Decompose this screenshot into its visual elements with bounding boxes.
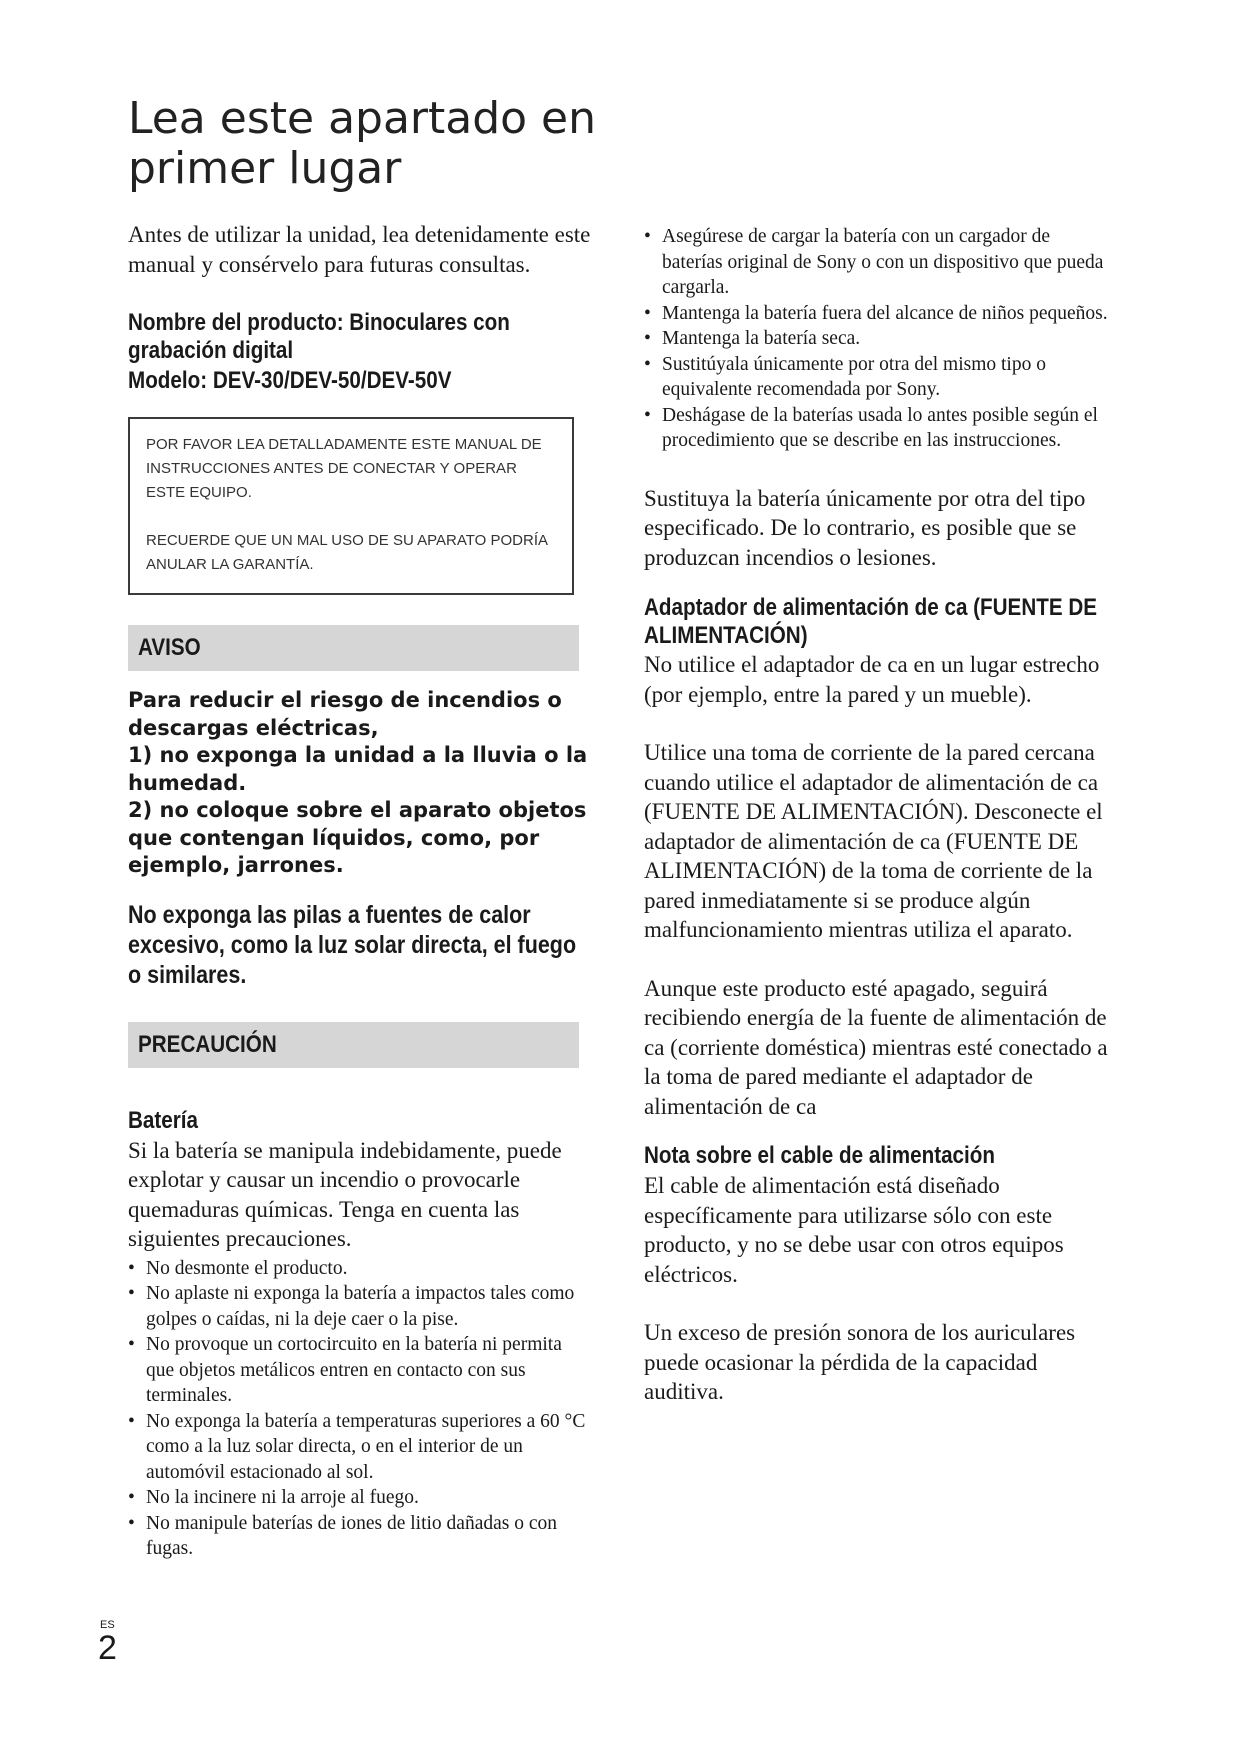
- list-item: • No exponga la batería a temperaturas superiores a 60 °C como a la luz solar directa, o en el interior de un automóvil estacionado al sol.: [128, 1410, 586, 1483]
- warning-box: [128, 417, 574, 595]
- list-item: • Mantenga la batería fuera del alcance de niños pequeños.: [644, 302, 1108, 324]
- product-model: Modelo: DEV-30/DEV-50/DEV-50V: [128, 367, 452, 394]
- replace-battery-text: Sustituya la batería únicamente por otra del tipo especificado. De lo contrario, es posible que se produzcan incendios o lesiones.: [644, 485, 1086, 570]
- list-item: • Mantenga la batería seca.: [644, 328, 861, 349]
- aviso-batteries: No exponga las pilas a fuentes de calor excesivo, como la luz solar directa, el fuego o similares.: [128, 900, 577, 989]
- page-number: 2: [98, 1629, 117, 1667]
- list-item: • No desmonte el producto.: [128, 1257, 348, 1279]
- page-title: Lea este apartado en primer lugar: [128, 93, 597, 194]
- aviso-heading-bar: [128, 625, 579, 671]
- list-item: • Deshágase de la baterías usada lo antes posible según el procedimiento que se describe en las instrucciones.: [644, 404, 1098, 451]
- aviso-warning: Para reducir el riesgo de incendios o descargas eléctricas, 1) no exponga la unidad a la lluvia o la humedad. 2) no coloque sobre el aparato objetos que contengan líquidos, como, por ejemplo, jarrones.: [128, 688, 588, 877]
- battery-care-list: [644, 224, 1114, 454]
- cable-text: El cable de alimentación está diseñado específicamente para utilizarse sólo con este producto, y no se debe usar con otros equipos eléctricos.: [644, 1173, 1064, 1287]
- adapter-paragraph-2: Utilice una toma de corriente de la pared cercana cuando utilice el adaptador de alimentación de ca (FUENTE DE ALIMENTACIÓN). Desconecte el adaptador de alimentación de ca (FUENTE DE ALIMENTACIÓN) de la toma de corriente de la pared inmediatamente si se produce algún malfuncionamiento mientras utiliza el aparato.: [644, 740, 1103, 942]
- product-name: Nombre del producto: Binoculares con grabación digital: [128, 309, 510, 364]
- adapter-heading: Adaptador de alimentación de ca (FUENTE DE ALIMENTACIÓN): [644, 594, 1098, 649]
- adapter-paragraph-1: No utilice el adaptador de ca en un lugar estrecho (por ejemplo, entre la pared y un mueble).: [644, 652, 1100, 707]
- warning-box-line1: POR FAVOR LEA DETALLADAMENTE ESTE MANUAL DE INSTRUCCIONES ANTES DE CONECTAR Y OPERAR ESTE EQUIPO.: [146, 436, 542, 501]
- list-item: • No provoque un cortocircuito en la batería ni permita que objetos metálicos entren en contacto con sus terminales.: [128, 1334, 562, 1406]
- left-column: [128, 220, 593, 1562]
- list-item: • Asegúrese de cargar la batería con un cargador de baterías original de Sony o con un dispositivo que pueda cargarla.: [644, 226, 1104, 298]
- precaucion-heading: PRECAUCIÓN: [138, 1030, 277, 1058]
- cable-heading: Nota sobre el cable de alimentación: [644, 1142, 996, 1169]
- aviso-heading: AVISO: [138, 634, 201, 661]
- page-language-code: ES: [100, 1619, 115, 1631]
- intro-text: Antes de utilizar la unidad, lea detenidamente este manual y consérvelo para futuras consultas.: [128, 222, 591, 277]
- bateria-heading: Batería: [128, 1106, 198, 1134]
- list-item: • No aplaste ni exponga la batería a impactos tales como golpes o caídas, ni la deje caer o la pise.: [128, 1283, 575, 1330]
- hearing-warning-text: Un exceso de presión sonora de los auriculares puede ocasionar la pérdida de la capacidad auditiva.: [644, 1320, 1076, 1404]
- list-item: • Sustitúyala únicamente por otra del mismo tipo o equivalente recomendada por Sony.: [644, 353, 1046, 400]
- adapter-paragraph-3: Aunque este producto esté apagado, seguirá recibiendo energía de la fuente de alimentación de ca (corriente doméstica) mientras esté conectado a la toma de pared mediante el adaptador de alimentación de ca: [644, 975, 1108, 1119]
- bateria-precautions-list: [128, 1256, 593, 1562]
- right-column: [644, 224, 1114, 1407]
- warning-box-line2: RECUERDE QUE UN MAL USO DE SU APARATO PODRÍA ANULAR LA GARANTÍA.: [146, 532, 548, 573]
- bateria-text: Si la batería se manipula indebidamente, puede explotar y causar un incendio o provocarle quemaduras químicas. Tenga en cuenta las siguientes precauciones.: [128, 1137, 562, 1251]
- list-item: • No la incinere ni la arroje al fuego.: [128, 1487, 419, 1508]
- precaucion-heading-bar: [128, 1022, 579, 1068]
- list-item: • No manipule baterías de iones de litio dañadas o con fugas.: [128, 1512, 558, 1559]
